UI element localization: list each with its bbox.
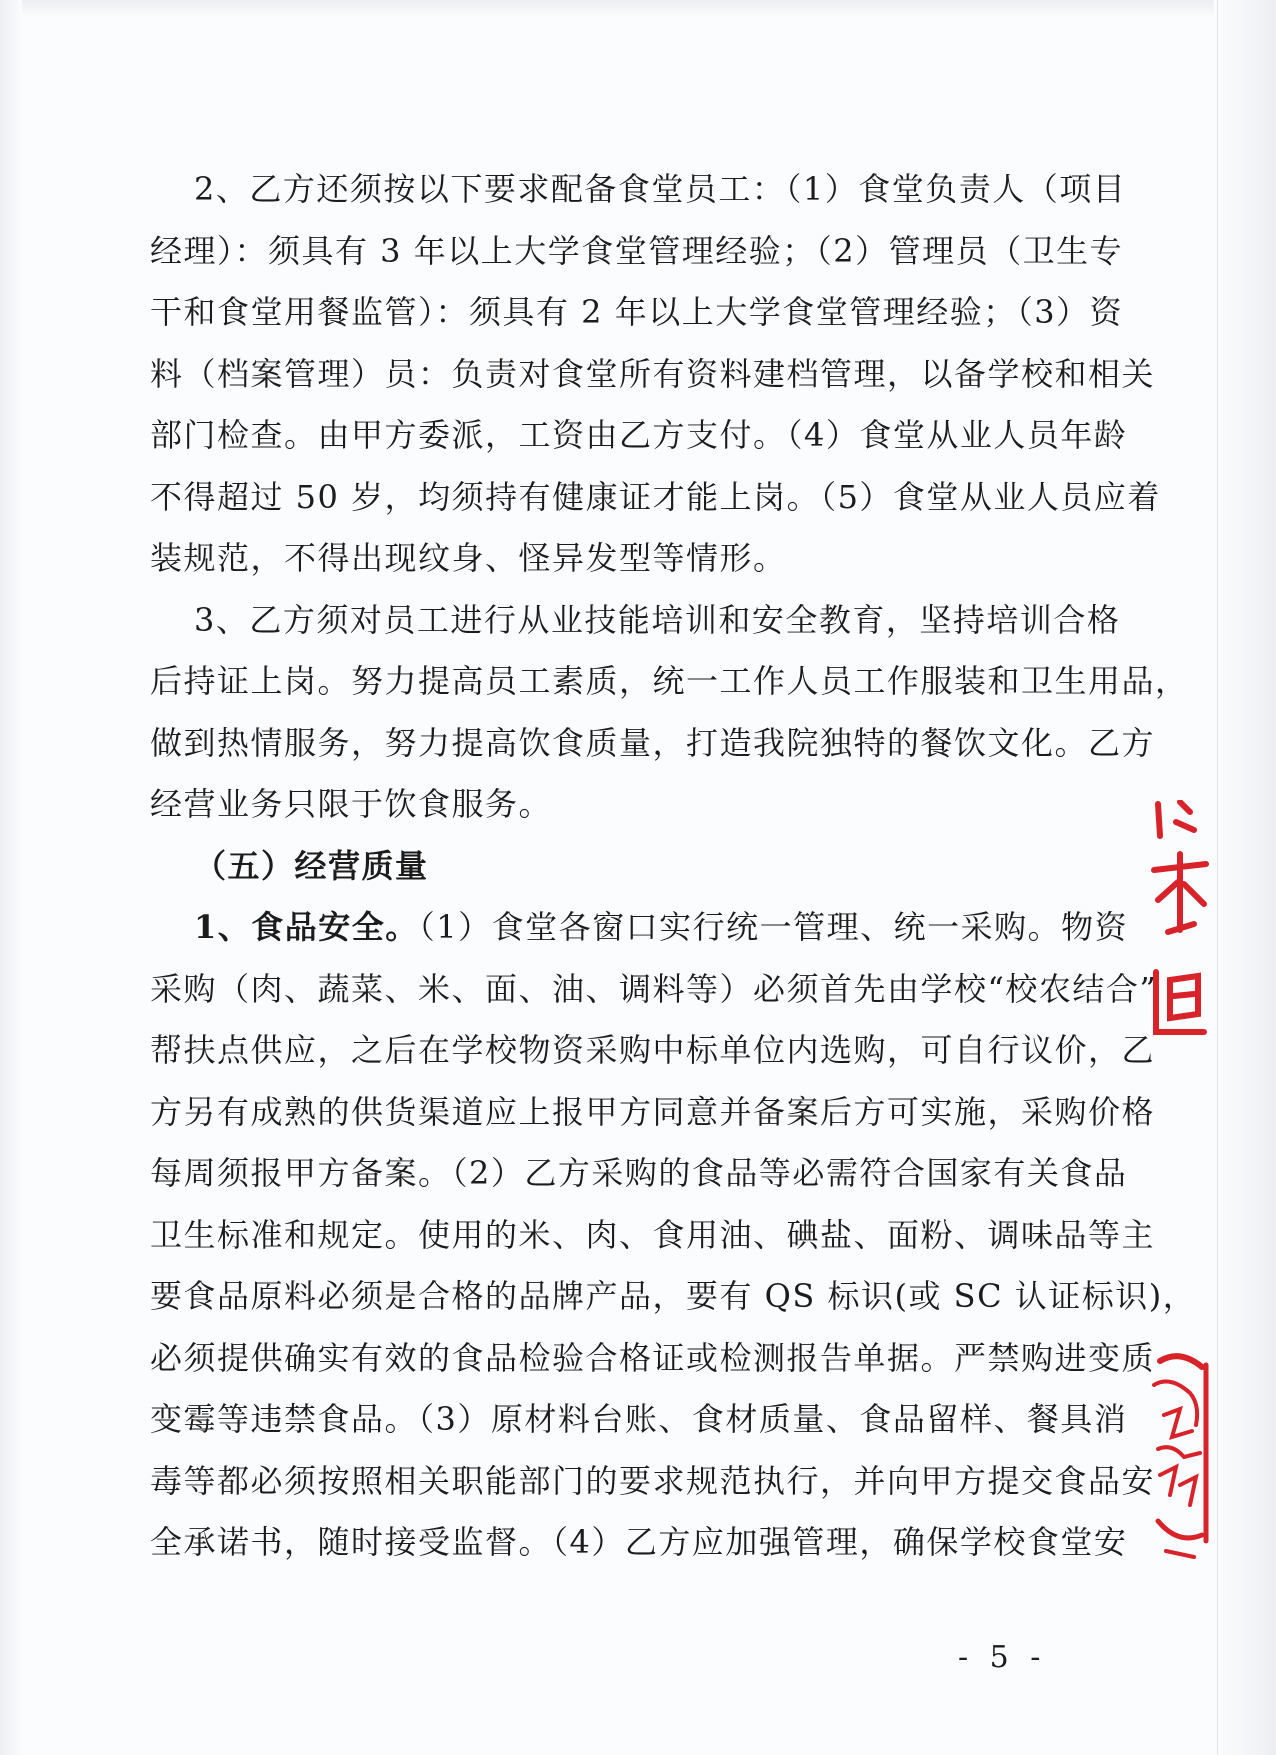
scan-shadow-left bbox=[0, 0, 22, 1755]
red-seal-fragment-top bbox=[1150, 800, 1210, 1040]
paragraph-line: 不得超过 50 岁，均须持有健康证才能上岗。（5）食堂从业人员应着 bbox=[150, 477, 1161, 516]
paragraph-line: 变霉等违禁食品。（3）原材料台账、食材质量、食品留样、餐具消 bbox=[150, 1400, 1128, 1438]
paragraph-line: 要食品原料必须是合格的品牌产品，要有 QS 标识(或 SC 认证标识)， bbox=[150, 1277, 1197, 1315]
page-number: - 5 - bbox=[958, 1640, 1047, 1675]
paragraph-line: 全承诺书，随时接受监督。（4）乙方应加强管理，确保学校食堂安 bbox=[150, 1523, 1128, 1561]
food-safety-lead: 1、食品安全。 bbox=[194, 908, 419, 946]
paragraph-line: 干和食堂用餐监管）：须具有 2 年以上大学食堂管理经验；（3）资 bbox=[150, 293, 1124, 331]
paragraph-line: 部门检查。由甲方委派，工资由乙方支付。（4）食堂从业人员年龄 bbox=[150, 416, 1128, 454]
paragraph-line: 必须提供确实有效的食品检验合格证或检测报告单据。严禁购进变质 bbox=[150, 1338, 1156, 1377]
paragraph-line: 后持证上岗。努力提高员工素质，统一工作人员工作服装和卫生用品， bbox=[150, 662, 1189, 700]
paragraph-line: 卫生标准和规定。使用的米、肉、食用油、碘盐、面粉、调味品等主 bbox=[150, 1215, 1156, 1254]
scan-shadow-top bbox=[0, 0, 1276, 18]
page-edge-line bbox=[1217, 0, 1218, 1755]
document-body bbox=[150, 168, 1197, 1583]
paragraph-line: 帮扶点供应，之后在学校物资采购中标单位内选购，可自行议价，乙 bbox=[150, 1031, 1156, 1069]
section-heading: （五）经营质量 bbox=[194, 846, 429, 885]
paragraph-line: 做到热情服务，努力提高饮食质量，打造我院独特的餐饮文化。乙方 bbox=[150, 723, 1156, 762]
paragraph-line: 3、乙方须对员工进行从业技能培训和安全教育，坚持培训合格 bbox=[194, 600, 1121, 639]
paragraph-line: 2、乙方还须按以下要求配备食堂员工：（1）食堂负责人（项目 bbox=[194, 170, 1127, 208]
paragraph-line: 经理）：须具有 3 年以上大学食堂管理经验；（2）管理员（卫生专 bbox=[150, 231, 1124, 270]
paragraph-line: 装规范，不得出现纹身、怪异发型等情形。 bbox=[150, 539, 787, 577]
paragraph-line: 方另有成熟的供货渠道应上报甲方同意并备案后方可实施，采购价格 bbox=[150, 1092, 1156, 1131]
paragraph-line: 采购（肉、蔬菜、米、面、油、调料等）必须首先由学校“校农结合” bbox=[150, 969, 1158, 1008]
red-seal-fragment-bottom bbox=[1150, 1345, 1210, 1560]
food-safety-line-text: （1）食堂各窗口实行统一管理、统一采购。物资 bbox=[418, 908, 1129, 946]
scan-shadow-right bbox=[1214, 0, 1276, 1755]
paragraph-line: 经营业务只限于饮食服务。 bbox=[150, 785, 553, 823]
paragraph-line: 毒等都必须按照相关职能部门的要求规范执行，并向甲方提交食品安 bbox=[150, 1461, 1156, 1500]
paragraph-line bbox=[150, 906, 1129, 968]
paragraph-line: 每周须报甲方备案。（2）乙方采购的食品等必需符合国家有关食品 bbox=[150, 1154, 1128, 1192]
paragraph-line: 料（档案管理）员：负责对食堂所有资料建档管理，以备学校和相关 bbox=[150, 354, 1156, 393]
